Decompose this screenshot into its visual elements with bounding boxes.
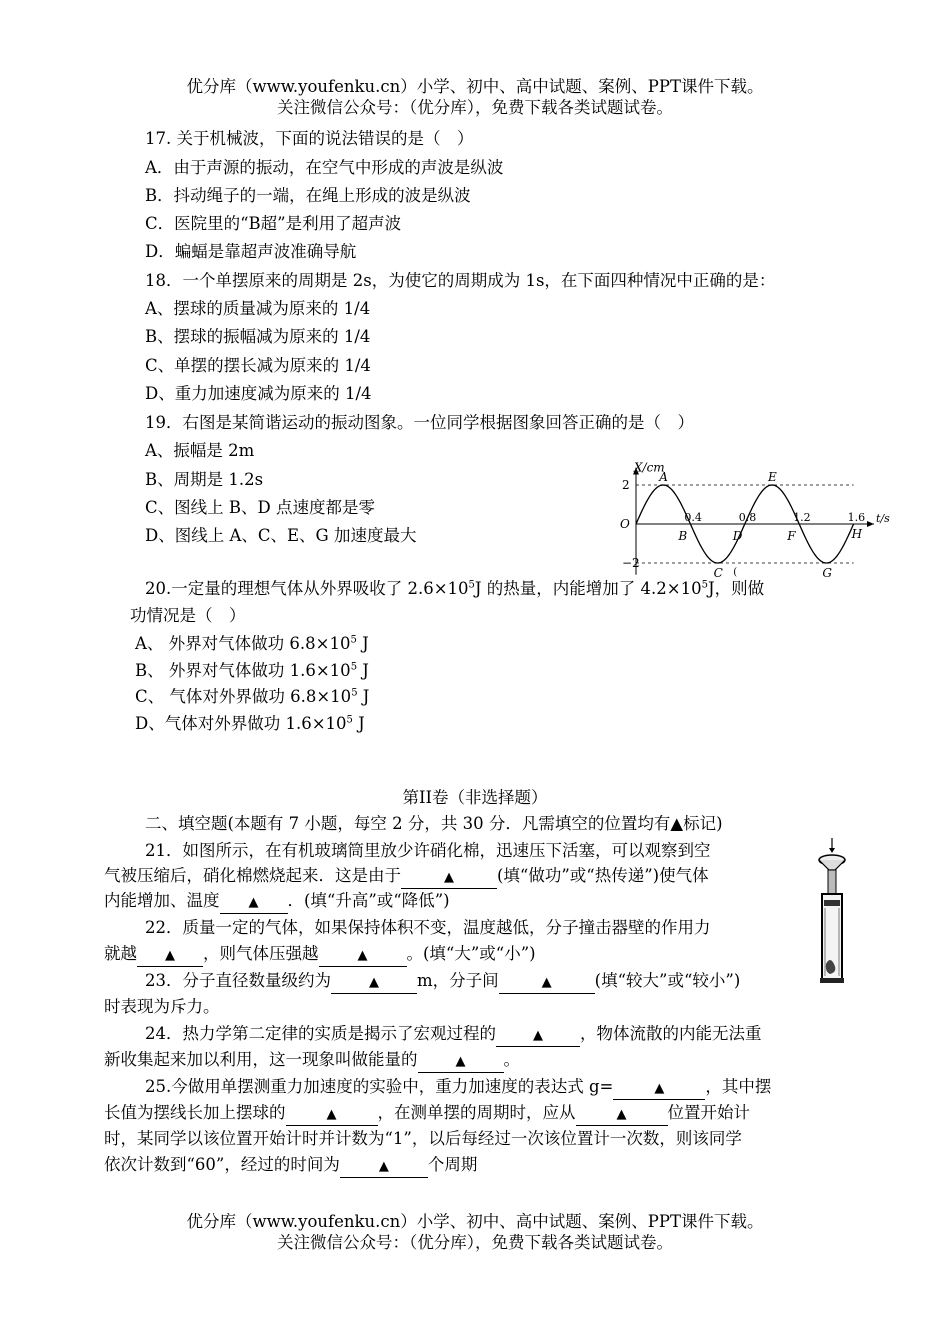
q19-option-d: D、图线上 A、C、E、G 加速度最大 (145, 526, 417, 545)
point-label-E: E (768, 470, 777, 484)
q22-text-2c: 。(填“大”或“小”) (406, 944, 536, 963)
q20-option-b (135, 660, 369, 682)
compression-tube-illustration (812, 836, 852, 986)
q25-text-4a: 依次计数到“60”，经过的时间为 (104, 1155, 340, 1174)
q20-option-d-exp: 5 (346, 714, 353, 726)
blank-marker: ▲ (248, 895, 259, 910)
q25-text-1a: 25.今做用单摆测重力加速度的实验中，重力加速度的表达式 g= (145, 1077, 614, 1096)
q20-option-c-text: C、 气体对外界做功 6.8×10 (135, 687, 352, 706)
q17-option-a: A．由于声源的振动，在空气中形成的声波是纵波 (145, 158, 504, 177)
q18-option-d: D、重力加速度减为原来的 1/4 (145, 384, 372, 403)
section-2-title: 第II卷（非选择题） (402, 788, 548, 807)
origin-label: O (620, 517, 630, 531)
y-axis-label: X/cm (634, 460, 665, 475)
q20-option-d-text: D、气体对外界做功 1.6×10 (135, 714, 347, 733)
y-tick-label: −2 (622, 556, 640, 570)
q25-blank-2[interactable] (286, 1103, 378, 1126)
header-line-1: 优分库（www.youfenku.cn）小学、初中、高中试题、案例、PPT课件下载。 (186, 77, 764, 96)
blank-marker: ▲ (165, 948, 175, 963)
q24-text-1b: ，物体流散的内能无法重 (580, 1024, 762, 1043)
q20-option-b-text: B、 外界对气体做功 1.6×10 (135, 661, 351, 680)
q17-option-b: B．抖动绳子的一端，在绳上形成的波是纵波 (145, 186, 471, 205)
q19-stem: 19．右图是某简谐运动的振动图象。一位同学根据图象回答正确的是（ ） (145, 413, 694, 432)
q23-line-1 (145, 970, 740, 994)
q17-option-d: D．蝙蝠是靠超声波准确导航 (145, 242, 357, 261)
q20-stem-c: J，则做 (707, 579, 765, 598)
section-2-instructions: 二、填空题(本题有 7 小题，每空 2 分，共 30 分．凡需填空的位置均有▲标记) (145, 814, 723, 833)
q23-blank-2[interactable] (499, 971, 595, 994)
q25-text-1b: ，其中摆 (705, 1077, 772, 1096)
q20-stem-a: 20.一定量的理想气体从外界吸收了 2.6×10 (145, 579, 469, 598)
blank-marker: ▲ (369, 975, 379, 990)
point-label-C: C (713, 566, 723, 580)
q24-text-1a: 24．热力学第二定律的实质是揭示了宏观过程的 (145, 1024, 496, 1043)
point-label-D: D (732, 529, 743, 543)
q19-option-a: A、振幅是 2m (145, 441, 255, 460)
q20-stem-b: J 的热量，内能增加了 4.2×10 (474, 579, 702, 598)
point-label-A: A (659, 470, 668, 484)
q24-blank-2[interactable] (418, 1050, 504, 1073)
blank-marker: ▲ (533, 1028, 543, 1043)
q20-option-d-unit: J (352, 714, 365, 733)
footer-line-2: 关注微信公众号：（优分库），免费下载各类试题试卷。 (277, 1233, 673, 1252)
q20-exp-1: 5 (468, 579, 475, 591)
q22-text-2a: 就越 (104, 944, 137, 963)
q21-text-3a: 内能增加、温度 (104, 891, 220, 910)
q20-exp-2: 5 (701, 579, 708, 591)
blank-marker: ▲ (444, 870, 454, 885)
q25-text-2c: 位置开始计 (667, 1103, 750, 1122)
q24-text-2b: 。 (503, 1050, 520, 1069)
blank-marker: ▲ (455, 1054, 466, 1069)
x-tick-label: 0.4 (684, 511, 702, 524)
q20-option-c-unit: J (357, 687, 370, 706)
x-tick-label: 1.2 (793, 511, 811, 524)
q25-blank-3[interactable] (576, 1103, 668, 1126)
blank-marker: ▲ (616, 1107, 627, 1122)
q21-line-2 (104, 865, 709, 889)
q20-option-a-unit: J (356, 634, 369, 653)
q20-option-c-exp: 5 (351, 687, 358, 699)
q25-blank-1[interactable] (613, 1077, 705, 1100)
q20-stem-line-2: 功情况是（ ） (130, 606, 246, 625)
q25-blank-4[interactable] (340, 1155, 428, 1178)
q25-line-4 (104, 1154, 477, 1178)
q20-stem-line-1 (145, 578, 764, 600)
header-line-2: 关注微信公众号：（优分库），免费下载各类试题试卷。 (277, 98, 673, 117)
q25-line-3: 时，某同学以该位置开始计时并计数为“1”，以后每经过一次该位置计一次数，则该同学 (104, 1129, 742, 1148)
q20-option-a-exp: 5 (350, 634, 357, 646)
blank-marker: ▲ (541, 975, 552, 990)
blank-marker: ▲ (357, 948, 368, 963)
q21-line-3 (104, 890, 450, 914)
q17-option-c: C．医院里的“B超”是利用了超声波 (145, 214, 402, 233)
q25-text-2a: 长值为摆线长加上摆球的 (104, 1103, 286, 1122)
q23-line-2: 时表现为斥力。 (104, 997, 220, 1016)
q21-blank-1[interactable] (401, 866, 497, 889)
q25-text-4b: 个周期 (427, 1155, 478, 1174)
q24-line-2 (104, 1049, 520, 1073)
q21-line-1: 21．如图所示，在有机玻璃筒里放少许硝化棉，迅速压下活塞，可以观察到空 (145, 841, 711, 860)
x-axis-label: t/s (876, 512, 890, 525)
q20-option-b-exp: 5 (350, 661, 358, 673)
vibration-graph (606, 448, 890, 580)
q23-text-1b: m，分子间 (417, 971, 499, 990)
q20-option-a (135, 633, 369, 655)
y-tick-label: 2 (622, 478, 630, 492)
q18-option-b: B、摆球的振幅减为原来的 1/4 (145, 327, 371, 346)
x-tick-label: 1.6 (847, 511, 866, 524)
point-label-F: F (787, 529, 796, 543)
q21-text-2a: 气被压缩后，硝化棉燃烧起来．这是由于 (104, 866, 401, 885)
q18-option-a: A、摆球的质量减为原来的 1/4 (145, 299, 371, 318)
q25-text-2b: ，在测单摆的周期时，应从 (377, 1103, 576, 1122)
q20-option-d (135, 713, 365, 735)
q19-option-b: B、周期是 1.2s (145, 470, 264, 489)
stray-mark: ( (733, 567, 738, 578)
q21-text-2b: (填“做功”或“热传递”)使气体 (497, 866, 709, 885)
blank-marker: ▲ (654, 1081, 665, 1096)
q21-blank-2[interactable] (220, 891, 288, 914)
footer-line-1: 优分库（www.youfenku.cn）小学、初中、高中试题、案例、PPT课件下载。 (186, 1212, 764, 1231)
q22-blank-1[interactable] (137, 944, 203, 967)
q17-stem: 17. 关于机械波，下面的说法错误的是（ ） (145, 129, 474, 148)
q20-option-c (135, 686, 369, 708)
x-axis-arrow (867, 521, 874, 527)
point-label-G: G (822, 566, 832, 580)
q23-blank-1[interactable] (331, 971, 417, 994)
q21-text-3b: ．(填“升高”或“降低”) (287, 891, 450, 910)
point-label-B: B (678, 529, 688, 543)
q20-option-a-text: A、 外界对气体做功 6.8×10 (135, 634, 351, 653)
q24-blank-1[interactable] (496, 1024, 580, 1047)
q24-line-1 (145, 1023, 762, 1047)
q22-text-2b: ，则气体压强越 (203, 944, 319, 963)
q23-text-1a: 23．分子直径数量级约为 (145, 971, 331, 990)
q18-stem: 18．一个单摆原来的周期是 2s，为使它的周期成为 1s，在下面四种情况中正确的是： (145, 271, 776, 290)
q22-line-1: 22．质量一定的气体，如果保持体积不变，温度越低，分子撞击器壁的作用力 (145, 918, 711, 937)
q22-blank-2[interactable] (319, 944, 407, 967)
blank-marker: ▲ (326, 1107, 337, 1122)
q25-line-1 (145, 1076, 771, 1100)
q20-option-b-unit: J (357, 661, 369, 680)
x-tick-label: 0.8 (738, 511, 757, 524)
q22-line-2 (104, 943, 536, 967)
q18-option-c: C、单摆的摆长减为原来的 1/4 (145, 356, 371, 375)
blank-marker: ▲ (378, 1159, 389, 1174)
q25-line-2 (104, 1102, 750, 1126)
q24-text-2a: 新收集起来加以利用，这一现象叫做能量的 (104, 1050, 418, 1069)
point-label-H: H (851, 527, 863, 541)
q23-text-1c: (填“较大”或“较小”) (594, 971, 741, 990)
q19-option-c: C、图线上 B、D 点速度都是零 (145, 498, 375, 517)
